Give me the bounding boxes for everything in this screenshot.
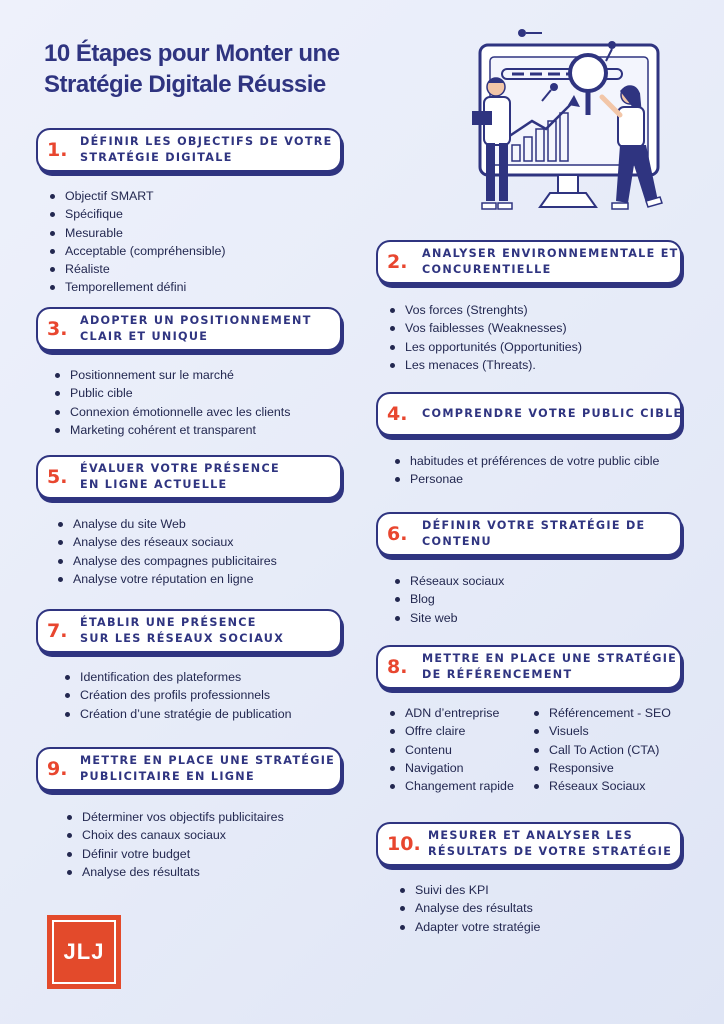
list-item: ADN d’entreprise [389,704,514,722]
list-item: Les menaces (Threats). [389,356,582,374]
step-list-4 [394,452,659,489]
step-number: 3. [47,318,68,340]
list-item: Référencement - SEO [533,704,671,722]
list-item: Vos forces (Strenghts) [389,301,582,319]
step-list-3 [54,366,290,439]
step-title [422,518,646,550]
list-item: Objectif SMART [49,187,225,205]
list-item: Call To Action (CTA) [533,741,671,759]
list-item: Marketing cohérent et transparent [54,421,290,439]
list-item: Contenu [389,741,514,759]
step-title [422,406,682,422]
step-number: 5. [47,466,68,488]
list-item: Analyse des résultats [399,899,540,917]
step-title-line: ÉVALUER VOTRE PRÉSENCE [80,462,280,475]
step-list-6 [394,572,504,627]
step-title [80,461,280,493]
list-item: Déterminer vos objectifs publicitaires [66,808,284,826]
step-title-line: ANALYSER ENVIRONNEMENTALE ET [422,247,679,260]
step-title-line: METTRE EN PLACE UNE STRATÉGIE [80,754,336,767]
step-title-line: CLAIR ET UNIQUE [80,330,209,343]
list-item: Les opportunités (Opportunities) [389,338,582,356]
list-item: Suivi des KPI [399,881,540,899]
step-card-5 [36,455,342,499]
step-title-line: METTRE EN PLACE UNE STRATÉGIE [422,652,678,665]
jlj-logo [47,915,121,989]
step-card-7 [36,609,342,653]
step-list-7 [64,668,291,723]
step-number: 7. [47,620,68,642]
list-item: Offre claire [389,722,514,740]
step-list-5 [57,515,277,588]
list-item: Identification des plateformes [64,668,291,686]
step-title [428,828,672,860]
list-item: Visuels [533,722,671,740]
step-title-line: DÉFINIR LES OBJECTIFS DE VOTRE [80,135,333,148]
step-list-9 [66,808,284,881]
list-item: Public cible [54,384,290,402]
list-item: Analyse des réseaux sociaux [57,533,277,551]
list-item: Navigation [389,759,514,777]
data-analysis-illustration [462,25,672,225]
list-item: Responsive [533,759,671,777]
list-item: Site web [394,609,504,627]
step-number: 8. [387,656,408,678]
step-title-line: ÉTABLIR UNE PRÉSENCE [80,616,257,629]
list-item: Vos faiblesses (Weaknesses) [389,319,582,337]
step-card-2 [376,240,682,284]
step-card-4 [376,392,682,436]
step-title-line: CONTENU [422,535,492,548]
step-card-1 [36,128,342,172]
list-item: Personae [394,470,659,488]
step-card-8 [376,645,682,689]
step-number: 4. [387,403,408,425]
step-title-line: STRATÉGIE DIGITALE [80,151,233,164]
step-card-9 [36,747,342,791]
step-title [80,313,312,345]
step-title-line: ADOPTER UN POSITIONNEMENT [80,314,312,327]
page-title-line-2: Stratégie Digitale Réussie [44,71,326,98]
step-card-3 [36,307,342,351]
step-list-10 [399,881,540,936]
list-item: Temporellement défini [49,278,225,296]
step-number: 1. [47,139,68,161]
list-item: Réseaux sociaux [394,572,504,590]
list-item: Analyse votre réputation en ligne [57,570,277,588]
step-number: 2. [387,251,408,273]
list-item: Création des profils professionnels [64,686,291,704]
step-title-line: RÉSULTATS DE VOTRE STRATÉGIE [428,845,673,858]
step-list-2 [389,301,582,374]
step-number: 10. [387,833,421,855]
step-title-line: SUR LES RÉSEAUX SOCIAUX [80,632,285,645]
step-title-line: MESURER ET ANALYSER LES [428,829,633,842]
step-title [80,134,333,166]
page-title-line-1: 10 Étapes pour Monter une [44,40,340,67]
step-title-line: DE RÉFÉRENCEMENT [422,668,573,681]
step-list-1 [49,187,225,297]
list-item: Spécifique [49,205,225,223]
list-item: Analyse du site Web [57,515,277,533]
list-item: Adapter votre stratégie [399,918,540,936]
step-title [422,246,679,278]
list-item: Réseaux Sociaux [533,777,671,795]
step-list-8-right [533,704,671,795]
step-title-line: PUBLICITAIRE EN LIGNE [80,770,255,783]
list-item: Mesurable [49,224,225,242]
step-card-10 [376,822,682,866]
step-title [80,753,335,785]
logo-text: JLJ [52,920,116,984]
list-item: Définir votre budget [66,845,284,863]
list-item: Changement rapide [389,777,514,795]
step-title-line: EN LIGNE ACTUELLE [80,478,228,491]
step-title [422,651,677,683]
list-item: Analyse des résultats [66,863,284,881]
list-item: Choix des canaux sociaux [66,826,284,844]
step-number: 6. [387,523,408,545]
step-title-line: CONCURENTIELLE [422,263,552,276]
list-item: Connexion émotionnelle avec les clients [54,403,290,421]
list-item: Acceptable (compréhensible) [49,242,225,260]
list-item: Positionnement sur le marché [54,366,290,384]
data-analysis-icon [462,25,672,225]
step-title-line: COMPRENDRE VOTRE PUBLIC CIBLE [422,407,683,420]
step-title [80,615,284,647]
list-item: Analyse des compagnes publicitaires [57,552,277,570]
step-list-8-left [389,704,514,795]
list-item: habitudes et préférences de votre public cible [394,452,659,470]
step-number: 9. [47,758,68,780]
list-item: Blog [394,590,504,608]
list-item: Création d’une stratégie de publication [64,705,291,723]
step-title-line: DÉFINIR VOTRE STRATÉGIE DE [422,519,646,532]
list-item: Réaliste [49,260,225,278]
step-card-6 [376,512,682,556]
page-title [44,38,424,100]
